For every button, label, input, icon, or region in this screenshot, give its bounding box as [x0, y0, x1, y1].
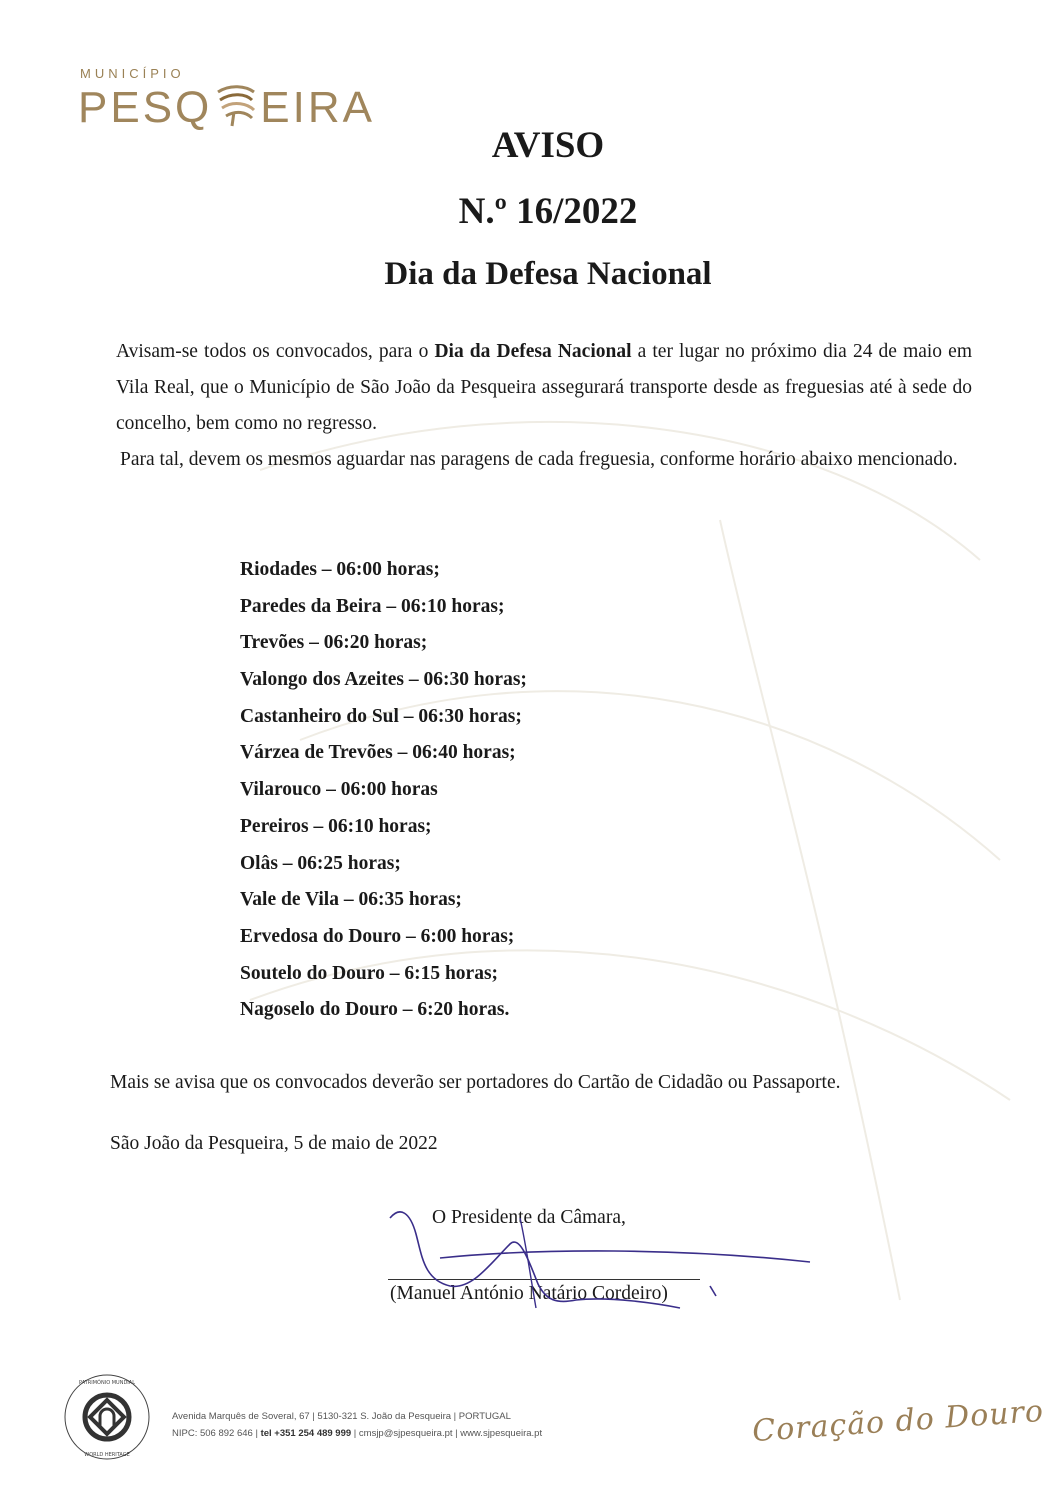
logo-swirl-icon — [212, 82, 260, 128]
schedule-item: Nagoselo do Douro – 6:20 horas. — [240, 999, 510, 1021]
footer-phone: tel +351 254 489 999 — [260, 1428, 352, 1439]
logo-text-right: EIRA — [260, 83, 375, 132]
document-heading: AVISO — [491, 125, 605, 166]
document-number: N.º 16/2022 — [458, 191, 638, 232]
logo-text-left: PESQ — [78, 83, 213, 132]
schedule-item: Ervedosa do Douro – 6:00 horas; — [240, 925, 515, 947]
schedule-item: Paredes da Beira – 06:10 horas; — [240, 595, 505, 617]
schedule-item: Trevões – 06:20 horas; — [240, 632, 428, 654]
schedule-list — [240, 552, 527, 1029]
signatory-name: (Manuel António Natário Cordeiro) — [390, 1283, 668, 1304]
svg-text:WORLD HERITAGE: WORLD HERITAGE — [84, 1452, 130, 1458]
handwritten-signature — [380, 1204, 820, 1324]
schedule-item: Pereiros – 06:10 horas; — [240, 815, 432, 837]
schedule-item: Valongo dos Azeites – 06:30 horas; — [240, 669, 527, 691]
notice-paragraph-1: Avisam-se todos os convocados, para o Dia da Defesa Nacional a ter lugar no próximo dia 24 de maio em Vila Real, que o Município de São João da Pesqueira assegurará transporte desde as freguesias até à sede do concelho, bem como no regresso. — [116, 341, 972, 434]
schedule-item: Vilarouco – 06:00 horas — [240, 779, 438, 801]
signatory-role: O Presidente da Câmara, — [432, 1207, 626, 1228]
schedule-item: Várzea de Trevões – 06:40 horas; — [240, 742, 516, 764]
footer-address: Avenida Marquês de Soveral, 67 | 5130-321 S. João da Pesqueira | PORTUGAL — [172, 1411, 511, 1422]
schedule-item: Riodades – 06:00 horas; — [240, 559, 440, 580]
document-subject: Dia da Defesa Nacional — [384, 256, 712, 292]
event-name: Dia da Defesa Nacional — [434, 341, 632, 362]
logo-municipio-label: MUNICÍPIO — [80, 66, 185, 81]
notice-body — [116, 334, 972, 478]
footer-contacts: NIPC: 506 892 646 | tel +351 254 489 999 | cmsjp@sjpesqueira.pt | www.sjpesqueira.pt — [172, 1428, 543, 1439]
notice-paragraph-2: Para tal, devem os mesmos aguardar nas paragens de cada freguesia, conforme horário abaixo mencionado. — [120, 449, 958, 470]
schedule-item: Olâs – 06:25 horas; — [240, 852, 401, 874]
slogan-coracao-do-douro: Coração do Douro — [751, 1393, 1046, 1450]
place-and-date: São João da Pesqueira, 5 de maio de 2022 — [110, 1133, 438, 1154]
schedule-item: Vale de Vila – 06:35 horas; — [240, 889, 462, 911]
schedule-item: Castanheiro do Sul – 06:30 horas; — [240, 705, 522, 727]
svg-text:PATRIMÓNIO MUNDIAL: PATRIMÓNIO MUNDIAL — [79, 1380, 135, 1386]
schedule-item: Soutelo do Douro – 6:15 horas; — [240, 962, 499, 984]
document-note: Mais se avisa que os convocados deverão ser portadores do Cartão de Cidadão ou Passaporte. — [110, 1072, 841, 1093]
world-heritage-seal-icon — [62, 1372, 152, 1462]
